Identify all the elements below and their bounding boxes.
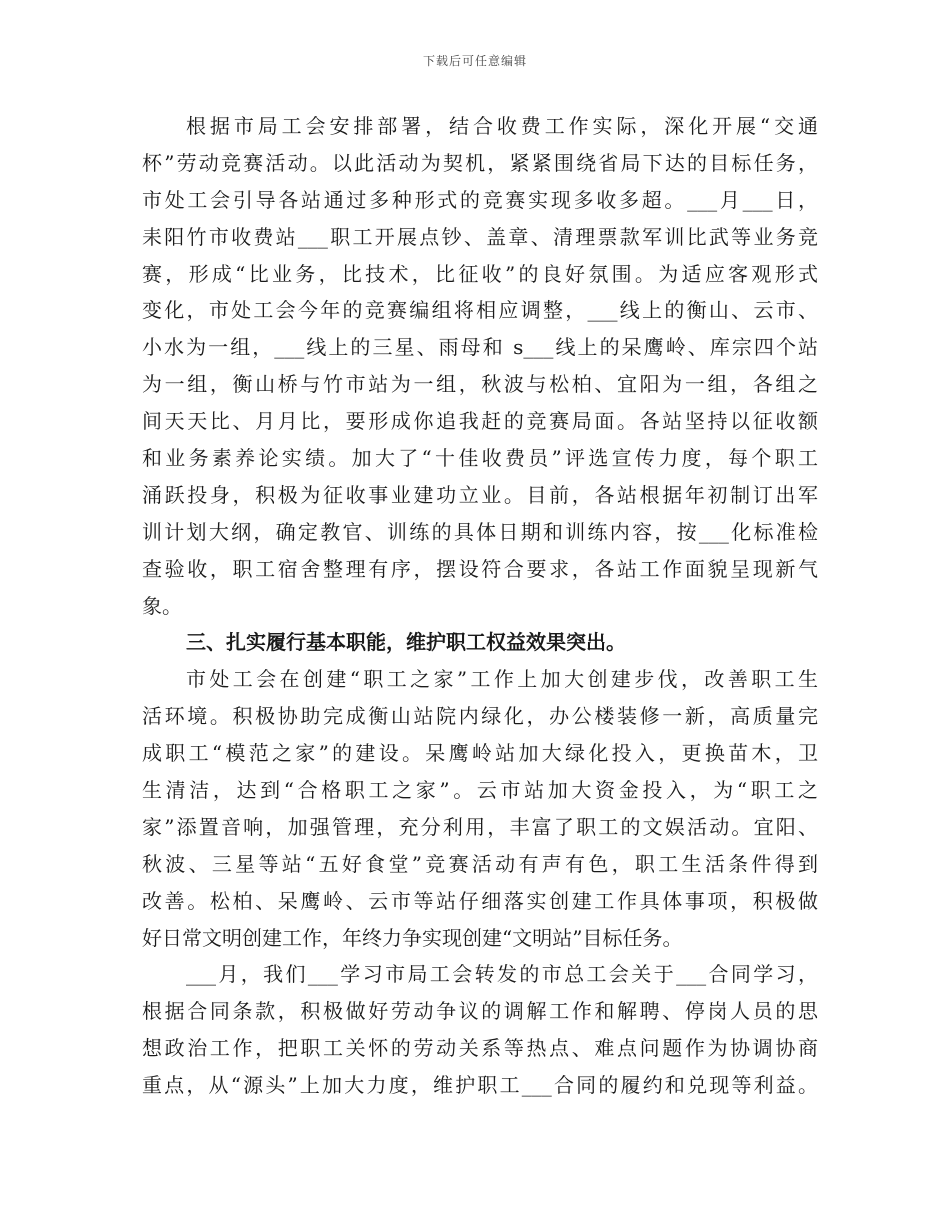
text-line: 查验收，职工宿舍整理有序，摆设符合要求，各站工作面貌呈现新气 — [142, 556, 818, 581]
text-line: 重点，从“源头”上加大力度，维护职工___合同的履约和兑现等利益。 — [142, 1073, 818, 1098]
page-header: 下载后可任意编辑 — [422, 54, 527, 68]
text-line: 和业务素养论实绩。加大了“十佳收费员”评选宣传力度，每个职工 — [142, 446, 818, 471]
text-line: 根据市局工会安排部署，结合收费工作实际，深化开展“交通 — [186, 114, 818, 138]
text-line: 市处工会在创建“职工之家”工作上加大创建步伐，改善职工生 — [186, 667, 818, 692]
text-line: 赛，形成“比业务，比技术，比征收”的良好氛围。为适应客观形式 — [142, 261, 818, 286]
text-line: 涌跃投身，积极为征收事业建功立业。目前，各站根据年初制订出军 — [142, 482, 818, 507]
text-line: 为一组，衡山桥与竹市站为一组，秋波与松柏、宜阳为一组，各组之 — [142, 372, 818, 397]
text-line: 象。 — [142, 593, 182, 618]
text-line: 训计划大纲，确定教官、训练的具体日期和训练内容，按___化标准检 — [142, 519, 818, 544]
text-line: 家”添置音响，加强管理，充分利用，丰富了职工的文娱活动。宜阳、 — [142, 814, 818, 839]
text-line: 市处工会引导各站通过多种形式的竞赛实现多收多超。___月___日， — [142, 187, 818, 212]
text-line: 改善。松柏、呆鹰岭、云市等站仔细落实创建工作具体事项，积极做 — [142, 888, 818, 913]
text-line: 间天天比、月月比，要形成你追我赶的竞赛局面。各站坚持以征收额 — [142, 409, 818, 434]
text-line: ___月，我们___学习市局工会转发的市总工会关于___合同学习， — [186, 962, 818, 987]
text-line: 变化，市处工会今年的竞赛编组将相应调整，___线上的衡山、云市、 — [142, 298, 818, 323]
text-line: 好日常文明创建工作，年终力争实现创建“文明站”目标任务。 — [142, 925, 683, 950]
text-line: 成职工“模范之家”的建设。呆鹰岭站加大绿化投入，更换苗木，卫 — [142, 741, 818, 766]
document-body — [142, 108, 818, 1104]
text-line: 想政治工作，把职工关怀的劳动关系等热点、难点问题作为协调协商 — [142, 1036, 818, 1061]
text-line: 活环境。积极协助完成衡山站院内绿化，办公楼装修一新，高质量完 — [142, 704, 818, 729]
text-line: 杯”劳动竞赛活动。以此活动为契机，紧紧围绕省局下达的目标任务， — [142, 150, 818, 175]
text-line: 生清洁，达到“合格职工之家”。云市站加大资金投入，为“职工之 — [142, 778, 818, 803]
text-line: 耒阳竹市收费站___职工开展点钞、盖章、清理票款军训比武等业务竞 — [142, 224, 818, 249]
section-heading: 三、扎实履行基本职能，维护职工权益效果突出。 — [186, 630, 626, 655]
text-line: 秋波、三星等站“五好食堂”竞赛活动有声有色，职工生活条件得到 — [142, 851, 818, 876]
text-line: 根据合同条款，积极做好劳动争议的调解工作和解聘、停岗人员的思 — [142, 999, 818, 1024]
text-line: 小水为一组，___线上的三星、雨母和 s___线上的呆鹰岭、库宗四个站 — [142, 335, 818, 360]
